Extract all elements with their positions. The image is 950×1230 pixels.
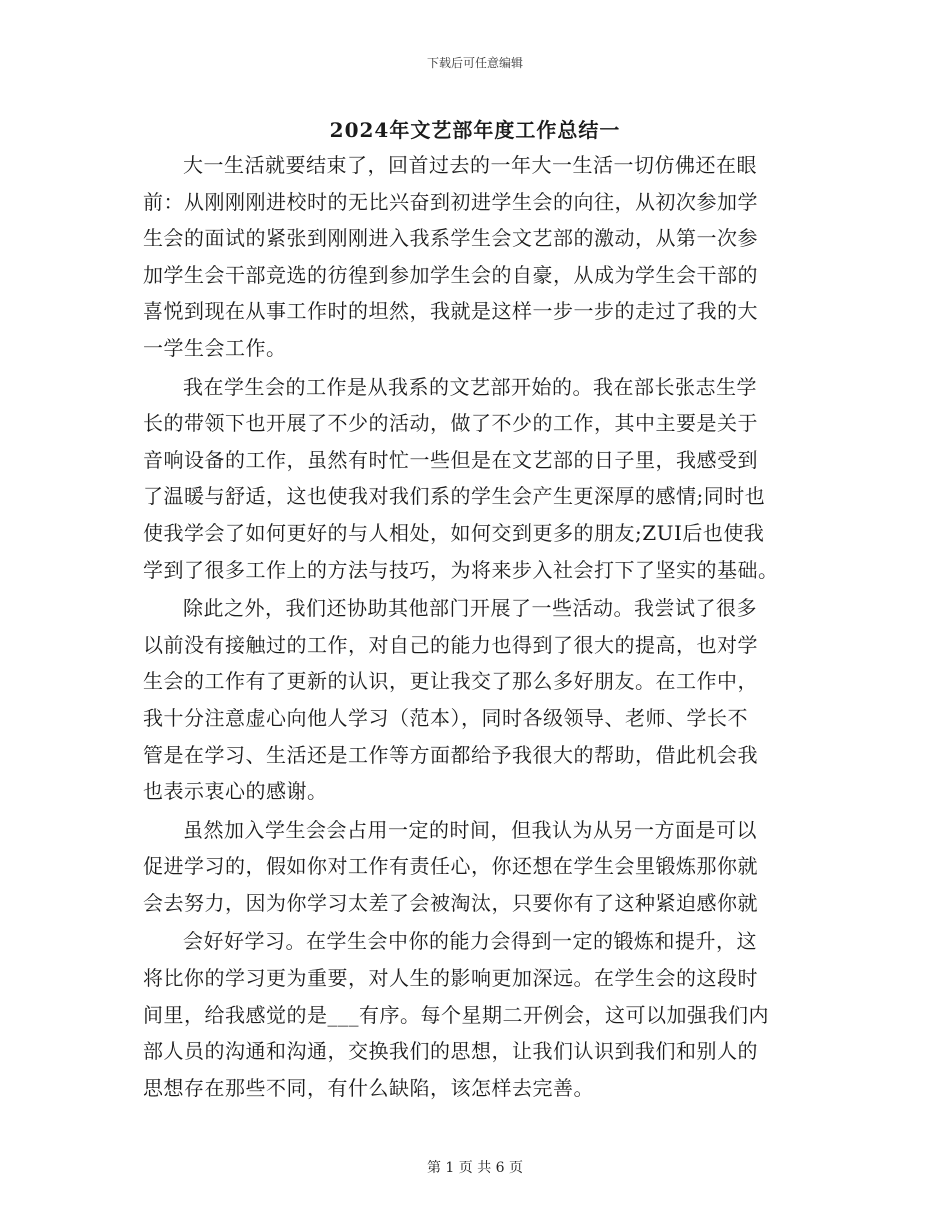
text-line: 我十分注意虚心向他人学习（范本），同时各级领导、老师、学长不 [143, 705, 748, 730]
text-line: 加学生会干部竞选的彷徨到参加学生会的自豪，从成为学生会干部的 [143, 262, 758, 287]
text-line: 也表示衷心的感谢。 [143, 779, 328, 804]
text-line: 除此之外，我们还协助其他部门开展了一些活动。我尝试了很多 [183, 596, 757, 621]
text-line: 生会的工作有了更新的认识，更让我交了那么多好朋友。在工作中， [143, 669, 758, 694]
text-line: 部人员的沟通和沟通，交换我们的思想，让我们认识到我们和别人的 [143, 1039, 758, 1064]
text-line: 喜悦到现在从事工作时的坦然，我就是这样一步一步的走过了我的大 [143, 299, 758, 324]
text-line: 了温暖与舒适，这也使我对我们系的学生会产生更深厚的感情;同时也 [143, 484, 766, 509]
paragraph [143, 923, 799, 1106]
text-line: 思想存在那些不同，有什么缺陷，该怎样去完善。 [143, 1075, 594, 1100]
text-line: 音响设备的工作，虽然有时忙一些但是在文艺部的日子里，我感受到 [143, 447, 758, 472]
text-line: 生会的面试的紧张到刚刚进入我系学生会文艺部的激动，从第一次参 [143, 226, 758, 251]
text-line: 前：从刚刚刚进校时的无比兴奋到初进学生会的向往，从初次参加学 [143, 189, 758, 214]
text-line: 将比你的学习更为重要，对人生的影响更加深远。在学生会的这段时 [143, 966, 758, 991]
text-line: 大一生活就要结束了，回首过去的一年大一生活一切仿佛还在眼 [183, 153, 757, 177]
text-line: 会好好学习。在学生会中你的能力会得到一定的锻炼和提升，这 [183, 929, 757, 954]
text-line: 使我学会了如何更好的与人相处，如何交到更多的朋友;ZUI后也使我 [143, 520, 765, 545]
text-line: 会去努力，因为你学习太差了会被淘汰，只要你有了这种紧迫感你就 [143, 890, 758, 915]
text-line: 促进学习的，假如你对工作有责任心，你还想在学生会里锻炼那你就 [143, 854, 758, 879]
paragraph [143, 369, 799, 589]
text-line: 学到了很多工作上的方法与技巧，为将来步入社会打下了坚实的基础。 [143, 557, 779, 582]
header-note: 下载后可任意编辑 [426, 56, 523, 70]
text-line: 虽然加入学生会会占用一定的时间，但我认为从另一方面是可以 [183, 817, 757, 842]
text-line: 间里，给我感觉的是___有序。每个星期二开例会，这可以加强我们内 [143, 1002, 769, 1027]
paragraph [143, 147, 799, 367]
page-number: 第 1 页 共 6 页 [426, 1160, 524, 1176]
text-line: 我在学生会的工作是从我系的文艺部开始的。我在部长张志生学 [183, 374, 757, 399]
document-title: 2024年文艺部年度工作总结一 [329, 118, 621, 142]
text-line: 一学生会工作。 [143, 335, 287, 360]
document-body [143, 147, 799, 1106]
text-line: 以前没有接触过的工作，对自己的能力也得到了很大的提高，也对学 [143, 632, 758, 657]
text-line: 管是在学习、生活还是工作等方面都给予我很大的帮助，借此机会我 [143, 742, 758, 767]
text-line: 长的带领下也开展了不少的活动，做了不少的工作，其中主要是关于 [143, 411, 758, 436]
paragraph [143, 590, 799, 810]
paragraph [143, 812, 799, 922]
